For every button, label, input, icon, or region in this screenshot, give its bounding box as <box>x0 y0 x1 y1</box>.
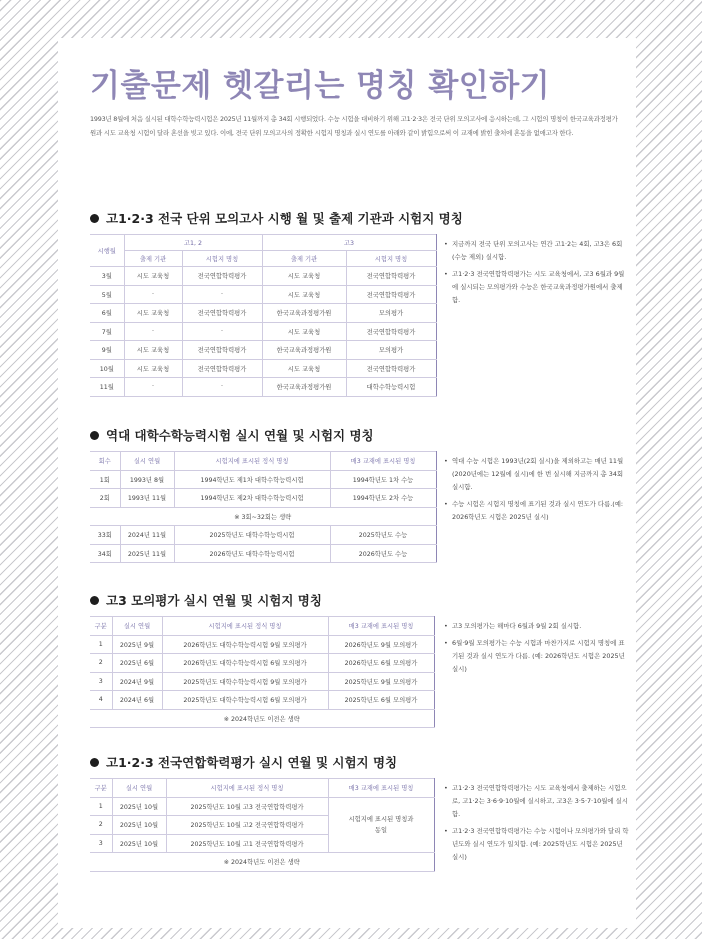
cell-book: 1994학년도 2차 수능 <box>330 489 436 508</box>
header-name-g12: 시험지 명칭 <box>182 251 262 267</box>
cell-no: 3 <box>90 834 112 853</box>
cell-name-g3: 전국연합학력평가 <box>346 267 436 286</box>
cell-name-g3: 모의평가 <box>346 341 436 360</box>
page-title: 기출문제 헷갈리는 명칭 확인하기 <box>90 68 551 104</box>
cell-month: 11월 <box>90 378 124 397</box>
table-row <box>90 544 436 563</box>
cell-book: 2025학년도 수능 <box>330 526 436 545</box>
cell-book: 2026학년도 6월 모의평가 <box>328 654 434 673</box>
table-row <box>90 526 436 545</box>
notes-list <box>444 778 630 864</box>
table-row <box>90 672 434 691</box>
cell-org-g3: 시도 교육청 <box>262 359 346 378</box>
table-row <box>90 709 434 728</box>
section-heading-text: 역대 대학수학능력시험 실시 연월 및 시험지 명칭 <box>106 428 374 443</box>
table-row <box>90 378 436 397</box>
bullet-dot-icon <box>90 596 99 605</box>
cell-no: 1 <box>90 635 112 654</box>
cell-org-g12: 시도 교육청 <box>124 341 182 360</box>
cell-official: 2025학년도 10월 고1 전국연합학력평가 <box>166 834 328 853</box>
table-row <box>90 304 436 323</box>
section-unified-eval <box>90 754 632 872</box>
section-heading <box>90 427 632 445</box>
cell-no: 2회 <box>90 489 120 508</box>
table-row <box>90 341 436 360</box>
cell-date: 2024년 9월 <box>112 672 162 691</box>
cell-org-g3: 시도 교육청 <box>262 267 346 286</box>
table-row <box>90 470 436 489</box>
cell-official: 2025학년도 대학수학능력시험 <box>174 526 330 545</box>
cell-date: 1993년 11월 <box>120 489 174 508</box>
cell-org-g12: 시도 교육청 <box>124 267 182 286</box>
cell-book: 2025학년도 6월 모의평가 <box>328 691 434 710</box>
cell-name-g12: · <box>182 322 262 341</box>
cell-name-g3: 모의평가 <box>346 304 436 323</box>
cell-book: 2026학년도 9월 모의평가 <box>328 635 434 654</box>
cell-date: 2025년 11월 <box>120 544 174 563</box>
cell-name-g12: 전국연합학력평가 <box>182 267 262 286</box>
notes-list <box>444 451 630 524</box>
cell-no: 33회 <box>90 526 120 545</box>
table-row <box>90 797 434 816</box>
unified-eval-table <box>90 778 435 872</box>
bullet-dot-icon <box>90 431 99 440</box>
cell-org-g12: · <box>124 322 182 341</box>
cell-org-g3: 한국교육과정평가원 <box>262 341 346 360</box>
section-heading <box>90 210 632 228</box>
notes-list <box>444 616 630 676</box>
header-org-g12: 출제 기관 <box>124 251 182 267</box>
cell-org-g3: 시도 교육청 <box>262 285 346 304</box>
table-row <box>90 285 436 304</box>
header-date: 실시 연월 <box>120 452 174 471</box>
note-item: • 6월·9월 모의평가는 수능 시험과 마찬가지로 시험지 명칭에 표기된 것과 실시 연도가 다름. (예: 2026학년도 시험은 2025년 실시) <box>444 637 630 676</box>
table-row <box>90 322 436 341</box>
cell-name-g3: 전국연합학력평가 <box>346 285 436 304</box>
cell-org-g3: 한국교육과정평가원 <box>262 304 346 323</box>
header-no: 구분 <box>90 779 112 798</box>
bullet-dot-icon <box>90 214 99 223</box>
section-heading <box>90 592 632 610</box>
cell-month: 3월 <box>90 267 124 286</box>
cell-date: 2025년 10월 <box>112 797 166 816</box>
table-row <box>90 853 434 872</box>
cell-month: 10월 <box>90 359 124 378</box>
section-heading <box>90 754 632 772</box>
cell-no: 4 <box>90 691 112 710</box>
cell-org-g12: 시도 교육청 <box>124 304 182 323</box>
cell-date: 2025년 6월 <box>112 654 162 673</box>
cell-name-g3: 대학수학능력시험 <box>346 378 436 397</box>
cell-name-g12: 전국연합학력평가 <box>182 304 262 323</box>
cell-no: 2 <box>90 816 112 835</box>
section-heading-text: 고1·2·3 전국 단위 모의고사 시행 월 및 출제 기관과 시험지 명칭 <box>106 211 463 226</box>
cell-org-g3: 시도 교육청 <box>262 322 346 341</box>
cell-book: 2026학년도 수능 <box>330 544 436 563</box>
table-row <box>90 507 436 526</box>
header-book: 매3 교재에 표시된 명칭 <box>328 617 434 636</box>
header-grade3: 고3 <box>262 235 436 251</box>
note-item: • 수능 시험은 시험지 명칭에 표기된 것과 실시 연도가 다름.(예: 2026학년도 시험은 2025년 실시) <box>444 498 630 524</box>
cell-month: 6월 <box>90 304 124 323</box>
cell-date: 2025년 10월 <box>112 834 166 853</box>
cell-book: 1994학년도 1차 수능 <box>330 470 436 489</box>
table-row <box>90 691 434 710</box>
cell-no: 1 <box>90 797 112 816</box>
header-no: 구분 <box>90 617 112 636</box>
omit-note: ※ 3회~32회는 생략 <box>90 507 436 526</box>
table-row <box>90 267 436 286</box>
section-mock-exam-schedule <box>90 210 632 397</box>
cell-official: 2026학년도 대학수학능력시험 6월 모의평가 <box>162 654 328 673</box>
cell-month: 5월 <box>90 285 124 304</box>
cell-date: 1993년 8월 <box>120 470 174 489</box>
cell-official: 2026학년도 대학수학능력시험 <box>174 544 330 563</box>
page-sheet <box>58 38 636 928</box>
cell-org-g12: 시도 교육청 <box>124 359 182 378</box>
section-heading-text: 고1·2·3 전국연합학력평가 실시 연월 및 시험지 명칭 <box>106 755 398 770</box>
cell-date: 2025년 9월 <box>112 635 162 654</box>
cell-no: 1회 <box>90 470 120 489</box>
note-item: • 고3 모의평가는 해마다 6월과 9월 2회 실시함. <box>444 620 630 633</box>
header-book: 매3 교재에 표시된 명칭 <box>328 779 434 798</box>
note-item: • 고1·2·3 전국연합학력평가는 수능 시험이나 모의평가와 달리 학년도와 실시 연도가 일치함. (예: 2025학년도 시험은 2025년 실시) <box>444 825 630 864</box>
omit-note: ※ 2024학년도 이전은 생략 <box>90 853 434 872</box>
cell-name-g3: 전국연합학력평가 <box>346 359 436 378</box>
note-item: • 지금까지 전국 단위 모의고사는 연간 고1·2는 4회, 고3은 6회(수능 제외) 실시함. <box>444 238 630 264</box>
note-item: • 고1·2·3 전국연합학력평가는 시도 교육청에서, 고3 6월과 9월에 실시되는 모의평가와 수능은 한국교육과정평가원에서 출제함. <box>444 268 630 307</box>
section-csat-history <box>90 427 632 563</box>
cell-book: 2025학년도 9월 모의평가 <box>328 672 434 691</box>
cell-official: 1994학년도 제2차 대학수학능력시험 <box>174 489 330 508</box>
header-official: 시험지에 표시된 정식 명칭 <box>162 617 328 636</box>
header-official: 시험지에 표시된 정식 명칭 <box>166 779 328 798</box>
header-month: 시행월 <box>90 235 124 267</box>
section-mock-eval <box>90 592 632 728</box>
cell-date: 2024년 6월 <box>112 691 162 710</box>
cell-book-merged-text: 시험지에 표시된 명칭과 동일 <box>348 815 414 834</box>
cell-name-g12: 전국연합학력평가 <box>182 341 262 360</box>
header-grade12: 고1, 2 <box>124 235 262 251</box>
intro-paragraph: 1993년 8월에 처음 실시된 대학수학능력시험은 2025년 11월까지 총 34회 시행되었다. 수능 시험을 대비하기 위해 고1·2·3은 전국 단위 모의고사에 응시하는데, 그 시험의 명칭이 한국교육과정평가원과 시도 교육청 시험이 달라 혼선을 빚고 있다. 이에, 전국 단위 모의고사의 정확한 시험지 명칭과 실시 연도를 아래와 같이 밝힘으로써 이 교재에 밝힌 출처에 혼동을 없애고자 한다. <box>90 115 618 137</box>
note-item: • 고1·2·3 전국연합학력평가는 시도 교육청에서 출제하는 시험으로, 고1·2는 3·6·9·10월에 실시하고, 고3은 3·5·7·10월에 실시함. <box>444 782 630 821</box>
note-item: • 역대 수능 시험은 1993년(2회 실시)을 제외하고는 매년 11월(2020년에는 12월에 실시)에 한 번 실시해 지금까지 총 34회 실시함. <box>444 455 630 494</box>
cell-official: 2025학년도 대학수학능력시험 6월 모의평가 <box>162 691 328 710</box>
mock-eval-table <box>90 616 435 728</box>
csat-table <box>90 451 437 563</box>
section-heading-text: 고3 모의평가 실시 연월 및 시험지 명칭 <box>106 593 322 608</box>
schedule-table <box>90 234 437 397</box>
header-date: 실시 연월 <box>112 617 162 636</box>
cell-month: 9월 <box>90 341 124 360</box>
header-no: 회수 <box>90 452 120 471</box>
cell-name-g3: 전국연합학력평가 <box>346 322 436 341</box>
cell-month: 7월 <box>90 322 124 341</box>
bullet-dot-icon <box>90 758 99 767</box>
cell-official: 2025학년도 10월 고3 전국연합학력평가 <box>166 797 328 816</box>
table-row <box>90 359 436 378</box>
notes-list <box>444 234 630 307</box>
cell-official: 1994학년도 제1차 대학수학능력시험 <box>174 470 330 489</box>
header-name-g3: 시험지 명칭 <box>346 251 436 267</box>
cell-org-g12: · <box>124 378 182 397</box>
header-org-g3: 출제 기관 <box>262 251 346 267</box>
cell-no: 3 <box>90 672 112 691</box>
cell-org-g12: · <box>124 285 182 304</box>
cell-book-merged <box>328 797 434 853</box>
cell-official: 2026학년도 대학수학능력시험 9월 모의평가 <box>162 635 328 654</box>
table-row <box>90 489 436 508</box>
header-date: 실시 연월 <box>112 779 166 798</box>
header-book: 매3 교재에 표시된 명칭 <box>330 452 436 471</box>
table-row <box>90 635 434 654</box>
table-row <box>90 654 434 673</box>
omit-note: ※ 2024학년도 이전은 생략 <box>90 709 434 728</box>
cell-org-g3: 한국교육과정평가원 <box>262 378 346 397</box>
header-official: 시험지에 표시된 정식 명칭 <box>174 452 330 471</box>
cell-name-g12: 전국연합학력평가 <box>182 359 262 378</box>
cell-no: 2 <box>90 654 112 673</box>
cell-official: 2025학년도 10월 고2 전국연합학력평가 <box>166 816 328 835</box>
cell-official: 2025학년도 대학수학능력시험 9월 모의평가 <box>162 672 328 691</box>
cell-no: 34회 <box>90 544 120 563</box>
cell-date: 2024년 11월 <box>120 526 174 545</box>
cell-name-g12: · <box>182 378 262 397</box>
cell-name-g12: · <box>182 285 262 304</box>
cell-date: 2025년 10월 <box>112 816 166 835</box>
